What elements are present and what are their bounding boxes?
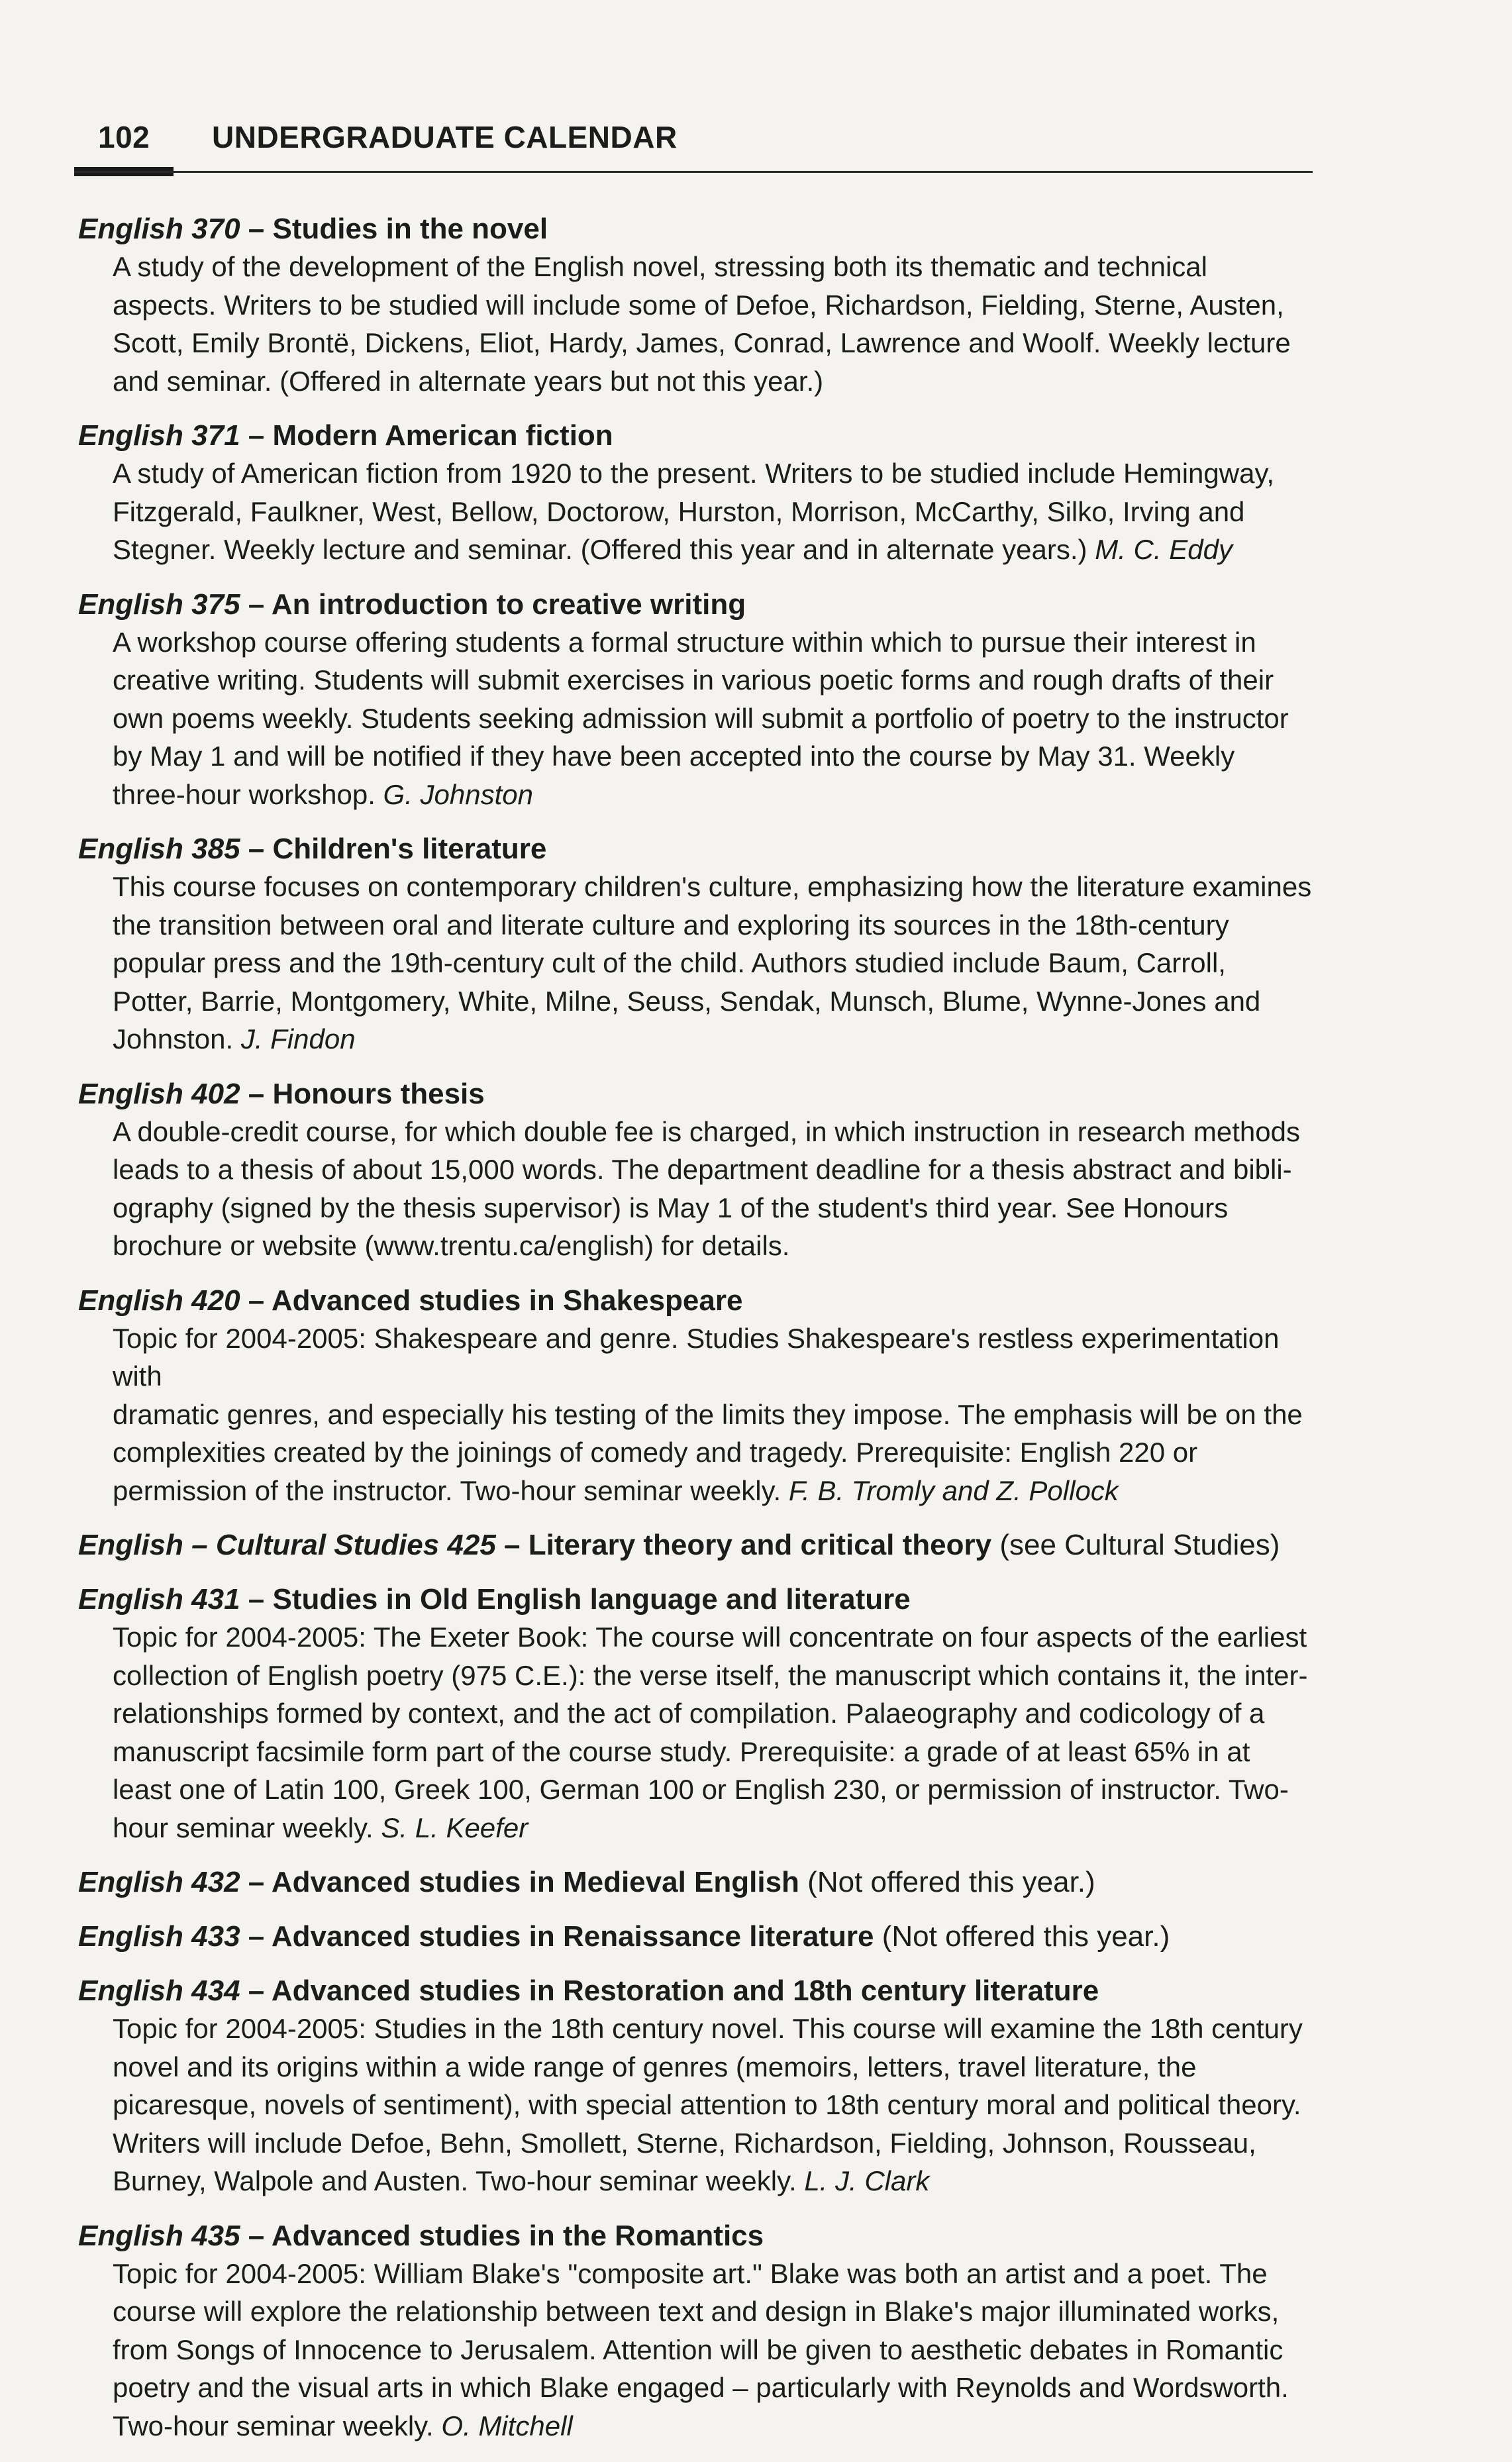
description-text: picaresque, novels of sentiment), with special attention to 18th century moral and political theory. — [113, 2089, 1301, 2120]
description-line — [113, 699, 1323, 738]
description-text: relationships formed by context, and the act of compilation. Palaeography and codicology of a — [113, 1698, 1265, 1729]
course-description — [78, 248, 1323, 400]
instructor-name: L. J. Clark — [804, 2165, 930, 2196]
description-text: Scott, Emily Brontë, Dickens, Eliot, Hardy, James, Conrad, Lawrence and Woolf. Weekly lecture — [113, 327, 1291, 358]
description-line — [113, 1809, 1323, 1847]
description-text: permission of the instructor. Two-hour seminar weekly. — [113, 1474, 781, 1506]
description-text: course will explore the relationship between text and design in Blake's major illuminated works, — [113, 2296, 1280, 2327]
course-title: Advanced studies in Renaissance literature — [271, 1920, 874, 1953]
course-note: (Not offered this year.) — [807, 1866, 1095, 1898]
course-list — [78, 211, 1323, 2462]
course-title: An introduction to creative writing — [271, 588, 746, 621]
course-heading: English 433 – Advanced studies in Renaissance literature (Not offered this year.) — [78, 1920, 1170, 1953]
course-title: Modern American fiction — [272, 419, 613, 452]
description-text: popular press and the 19th-century cult of the child. Authors studied include Baum, Carroll, — [113, 947, 1226, 978]
course-description — [78, 868, 1323, 1058]
description-line — [113, 2162, 1323, 2200]
course-heading: English – Cultural Studies 425 – Literary theory and critical theory (see Cultural Studies) — [78, 1529, 1280, 1561]
instructor-name: M. C. Eddy — [1095, 534, 1233, 565]
description-text: Johnston. — [113, 1023, 234, 1054]
course-entry — [78, 831, 1323, 1058]
description-line — [113, 2048, 1323, 2086]
description-line — [113, 982, 1323, 1021]
description-line — [113, 248, 1323, 286]
description-text: three-hour workshop. — [113, 778, 376, 810]
course-code: English 371 — [78, 419, 240, 452]
description-text: A study of the development of the English novel, stressing both its thematic and technical — [113, 251, 1207, 282]
description-text: complexities created by the joinings of comedy and tragedy. Prerequisite: English 220 or — [113, 1437, 1198, 1468]
description-line — [113, 1657, 1323, 1695]
description-text: Fitzgerald, Faulkner, West, Bellow, Doctorow, Hurston, Morrison, McCarthy, Silko, Irving and — [113, 495, 1245, 527]
description-line — [113, 2331, 1323, 2369]
course-heading: English 370 – Studies in the novel — [78, 213, 548, 245]
description-line — [113, 1618, 1323, 1657]
description-text: manuscript facsimile form part of the course study. Prerequisite: a grade of at least 65% in at — [113, 1735, 1250, 1767]
description-line — [113, 2407, 1323, 2445]
course-heading: English 375 – An introduction to creative writing — [78, 588, 746, 621]
header-rule — [74, 171, 1313, 173]
description-line — [113, 1319, 1323, 1396]
description-line — [113, 1733, 1323, 1771]
course-title: Advanced studies in Restoration and 18th century literature — [271, 1975, 1099, 2007]
page-number: 102 — [98, 120, 150, 154]
description-line — [113, 2124, 1323, 2163]
course-entry — [78, 1581, 1323, 1847]
description-text: own poems weekly. Students seeking admission will submit a portfolio of poetry to the instructor — [113, 702, 1289, 734]
description-text: A workshop course offering students a formal structure within which to pursue their interest in — [113, 626, 1256, 658]
description-text: Potter, Barrie, Montgomery, White, Milne, Seuss, Sendak, Munsch, Blume, Wynne-Jones and — [113, 985, 1261, 1017]
course-code: English – Cultural Studies 425 — [78, 1529, 496, 1561]
description-line — [113, 1694, 1323, 1733]
description-text: collection of English poetry (975 C.E.): the verse itself, the manuscript which contains it, the inter- — [113, 1659, 1308, 1691]
course-title: Honours thesis — [272, 1077, 485, 1110]
course-code: English 434 — [78, 1975, 240, 2007]
course-code: English 420 — [78, 1284, 240, 1317]
course-title: Studies in the novel — [272, 213, 548, 245]
course-entry — [78, 417, 1323, 569]
course-description — [78, 2255, 1323, 2445]
course-heading: English 371 – Modern American fiction — [78, 419, 613, 452]
description-line — [113, 454, 1323, 493]
description-line — [113, 1227, 1323, 1265]
description-text: dramatic genres, and especially his testing of the limits they impose. The emphasis will be on the — [113, 1398, 1303, 1430]
course-entry — [78, 1918, 1323, 1955]
course-heading: English 434 – Advanced studies in Restoration and 18th century literature — [78, 1975, 1099, 2007]
description-line — [113, 286, 1323, 325]
description-text: Topic for 2004-2005: Studies in the 18th century novel. This course will examine the 18th century — [113, 2013, 1303, 2044]
description-text: Topic for 2004-2005: William Blake's "composite art." Blake was both an artist and a poet. The — [113, 2257, 1268, 2289]
running-title: UNDERGRADUATE CALENDAR — [212, 120, 678, 154]
course-title: Children's literature — [272, 833, 547, 865]
description-line — [113, 1396, 1323, 1434]
description-line — [113, 661, 1323, 699]
description-line — [113, 2255, 1323, 2293]
description-text: brochure or website (www.trentu.ca/english) for details. — [113, 1230, 790, 1261]
course-title: Literary theory and critical theory — [528, 1529, 992, 1561]
course-code: English 385 — [78, 833, 240, 865]
description-line — [113, 362, 1323, 401]
description-text: leads to a thesis of about 15,000 words. The department deadline for a thesis abstract and bibli- — [113, 1154, 1292, 1185]
course-description — [78, 1113, 1323, 1265]
description-text: novel and its origins within a wide range of genres (memoirs, letters, travel literature, the — [113, 2051, 1197, 2082]
description-line — [113, 2010, 1323, 2048]
description-line — [113, 531, 1323, 569]
page-header — [98, 119, 1310, 155]
description-line — [113, 324, 1323, 362]
description-text: This course focuses on contemporary children's culture, emphasizing how the literature examines — [113, 871, 1312, 902]
course-entry — [78, 211, 1323, 400]
course-description — [78, 1618, 1323, 1847]
description-text: A study of American fiction from 1920 to the present. Writers to be studied include Hemingway, — [113, 458, 1274, 489]
description-line — [113, 2292, 1323, 2331]
description-line — [113, 944, 1323, 982]
course-entry — [78, 1864, 1323, 1901]
description-text: creative writing. Students will submit exercises in various poetic forms and rough drafts of their — [113, 664, 1274, 695]
description-line — [113, 737, 1323, 776]
description-line — [113, 2369, 1323, 2407]
course-entry — [78, 2218, 1323, 2445]
description-text: Burney, Walpole and Austen. Two-hour seminar weekly. — [113, 2165, 797, 2196]
course-heading: English 435 – Advanced studies in the Romantics — [78, 2219, 764, 2252]
course-entry — [78, 1076, 1323, 1265]
description-text: poetry and the visual arts in which Blake engaged – particularly with Reynolds and Wordsworth. — [113, 2372, 1289, 2403]
course-code: English 402 — [78, 1077, 240, 1110]
course-heading: English 432 – Advanced studies in Medieval English (Not offered this year.) — [78, 1866, 1095, 1898]
description-line — [113, 2086, 1323, 2124]
description-line — [113, 1770, 1323, 1809]
course-entry — [78, 586, 1323, 814]
description-text: Stegner. Weekly lecture and seminar. (Offered this year and in alternate years.) — [113, 534, 1087, 565]
description-line — [113, 493, 1323, 531]
description-line — [113, 1472, 1323, 1510]
course-note: (Not offered this year.) — [882, 1920, 1170, 1953]
description-line — [113, 1113, 1323, 1151]
course-title: Advanced studies in the Romantics — [271, 2219, 764, 2252]
description-line — [113, 1151, 1323, 1189]
description-line — [113, 1189, 1323, 1227]
description-text: Topic for 2004-2005: The Exeter Book: The course will concentrate on four aspects of the earliest — [113, 1621, 1307, 1653]
course-code: English 375 — [78, 588, 240, 621]
description-text: Two-hour seminar weekly. — [113, 2410, 434, 2441]
description-line — [113, 623, 1323, 662]
description-text: Topic for 2004-2005: Shakespeare and genre. Studies Shakespeare's restless experimentation with — [113, 1322, 1280, 1392]
course-code: English 432 — [78, 1866, 240, 1898]
course-code: English 433 — [78, 1920, 240, 1953]
course-heading: English 402 – Honours thesis — [78, 1077, 485, 1110]
course-title: Advanced studies in Medieval English — [271, 1866, 799, 1898]
course-note: (see Cultural Studies) — [999, 1529, 1280, 1561]
description-text: from Songs of Innocence to Jerusalem. Attention will be given to aesthetic debates in Romantic — [113, 2334, 1284, 2365]
description-line — [113, 906, 1323, 945]
description-line — [113, 1020, 1323, 1058]
course-code: English 431 — [78, 1583, 240, 1616]
description-text: hour seminar weekly. — [113, 1812, 374, 1843]
course-code: English 435 — [78, 2219, 240, 2252]
course-description — [78, 454, 1323, 569]
course-heading: English 431 – Studies in Old English language and literature — [78, 1583, 911, 1616]
course-code: English 370 — [78, 213, 240, 245]
description-text: ography (signed by the thesis supervisor) is May 1 of the student's third year. See Honours — [113, 1192, 1229, 1223]
course-description — [78, 1319, 1323, 1510]
description-text: A double-credit course, for which double fee is charged, in which instruction in research methods — [113, 1115, 1300, 1147]
description-text: aspects. Writers to be studied will include some of Defoe, Richardson, Fielding, Sterne, Austen, — [113, 289, 1284, 321]
course-entry — [78, 1282, 1323, 1510]
course-entry — [78, 1527, 1323, 1564]
description-line — [113, 1433, 1323, 1472]
course-title: Studies in Old English language and literature — [272, 1583, 911, 1616]
description-text: least one of Latin 100, Greek 100, German 100 or English 230, or permission of instructor. Two- — [113, 1774, 1289, 1805]
instructor-name: S. L. Keefer — [381, 1812, 529, 1843]
instructor-name: G. Johnston — [383, 778, 534, 810]
course-description — [78, 623, 1323, 814]
course-description — [78, 2010, 1323, 2200]
description-text: and seminar. (Offered in alternate years but not this year.) — [113, 365, 824, 397]
description-line — [113, 868, 1323, 906]
description-text: Writers will include Defoe, Behn, Smollett, Sterne, Richardson, Fielding, Johnson, Rousseau, — [113, 2127, 1256, 2159]
course-title: Advanced studies in Shakespeare — [271, 1284, 743, 1317]
course-entry — [78, 1973, 1323, 2200]
instructor-name: J. Findon — [240, 1023, 356, 1054]
course-heading: English 420 – Advanced studies in Shakespeare — [78, 1284, 743, 1317]
instructor-name: F. B. Tromly and Z. Pollock — [788, 1474, 1119, 1506]
course-heading: English 385 – Children's literature — [78, 833, 547, 865]
description-text: the transition between oral and literate culture and exploring its sources in the 18th-century — [113, 909, 1229, 941]
description-text: by May 1 and will be notified if they have been accepted into the course by May 31. Weekly — [113, 741, 1235, 772]
instructor-name: O. Mitchell — [441, 2410, 573, 2441]
description-line — [113, 776, 1323, 814]
